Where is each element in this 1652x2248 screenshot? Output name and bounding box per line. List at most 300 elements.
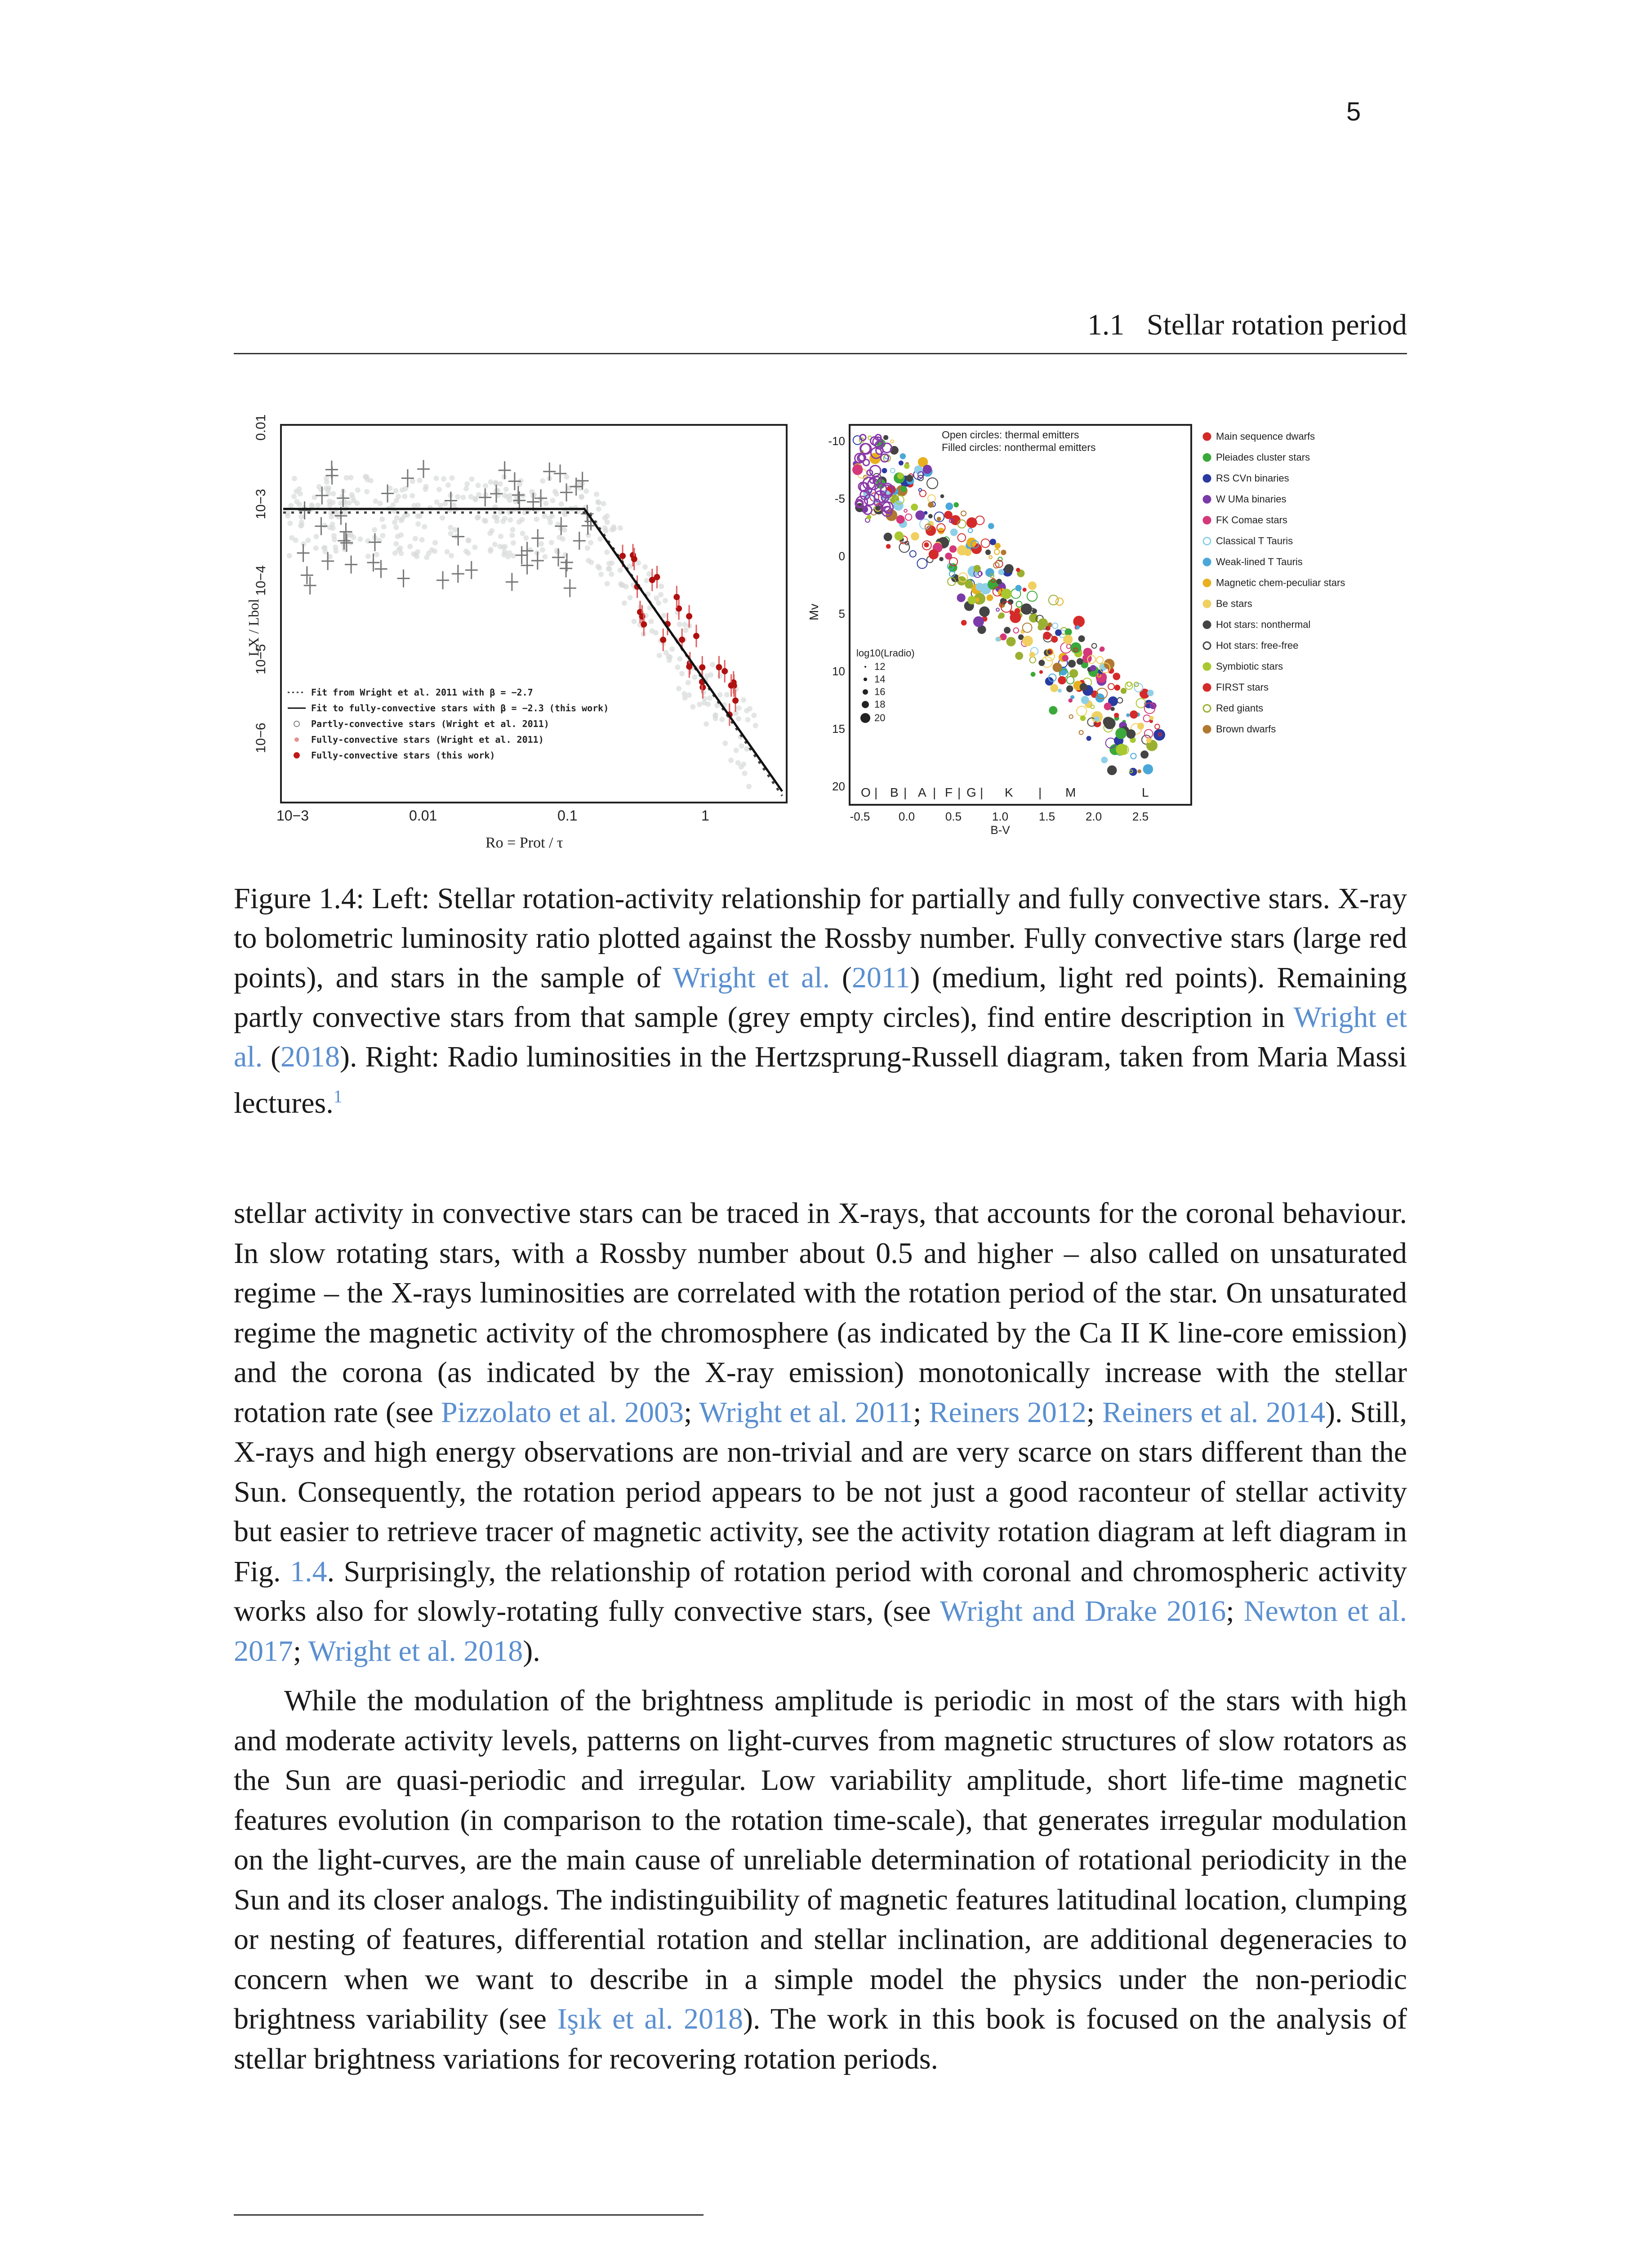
cite-reiners-2014[interactable]: Reiners et al. 2014 [1102, 1396, 1326, 1429]
radio-star-point [1004, 627, 1010, 633]
partly-convective-point [344, 475, 349, 481]
radio-star-point [1141, 751, 1148, 758]
partly-convective-point [423, 486, 428, 492]
radio-star-point [900, 454, 905, 459]
partly-convective-point [649, 619, 654, 624]
partly-convective-point [596, 506, 601, 512]
partly-convective-point [351, 535, 356, 540]
partly-convective-point [316, 484, 322, 490]
partly-convective-point [656, 600, 661, 606]
radio-star-point [996, 638, 1000, 642]
partly-convective-point [445, 549, 450, 554]
partly-convective-point [628, 595, 633, 600]
radio-star-point [1011, 612, 1021, 623]
left-x-tick: 10−3 [276, 807, 309, 824]
partly-convective-point [550, 498, 556, 503]
legend-swatch [1203, 684, 1211, 691]
radio-star-point [1147, 738, 1151, 743]
partly-convective-point [413, 536, 418, 541]
partly-convective-point [751, 713, 757, 718]
partly-convective-point [697, 702, 702, 707]
partly-convective-point [675, 665, 680, 670]
cite-wright-2011[interactable]: Wright et al. 2011 [699, 1396, 913, 1429]
left-y-ticks [254, 415, 268, 753]
radio-star-point [899, 461, 903, 465]
radio-star-point [989, 523, 994, 529]
partly-convective-point [542, 554, 548, 559]
radio-star-point [1038, 619, 1047, 628]
radio-star-point [1055, 630, 1061, 636]
radio-star-point [944, 511, 952, 518]
radio-star-point [884, 533, 892, 541]
partly-convective-point [424, 555, 429, 560]
radio-star-point [965, 581, 972, 588]
spectral-type: B [890, 785, 899, 799]
partly-convective-point [659, 584, 664, 589]
separator: ; [293, 1634, 308, 1668]
right-x-axis-label: B-V [990, 823, 1010, 837]
radio-star-point [1104, 659, 1114, 669]
partly-convective-point [417, 477, 423, 483]
left-y-axis-label: LX / Lbol [245, 599, 262, 656]
partly-convective-point [676, 686, 681, 691]
radio-star-point [906, 475, 913, 482]
partly-convective-point [355, 487, 361, 493]
partly-convective-point [503, 486, 509, 492]
spectral-type: G [966, 785, 976, 799]
partly-convective-point [394, 515, 400, 521]
radio-star-point [929, 550, 938, 559]
partly-convective-point [379, 517, 385, 522]
legend-swatch [1203, 705, 1211, 712]
radio-star-point [1053, 663, 1062, 672]
partly-convective-point [677, 622, 682, 627]
partly-convective-point [492, 542, 498, 547]
partly-convective-point [329, 514, 334, 519]
radio-star-point [946, 503, 953, 510]
partly-convective-point [415, 513, 420, 519]
radio-star-point [1091, 665, 1096, 671]
separator: ; [913, 1396, 929, 1429]
partly-convective-point [334, 511, 339, 516]
radio-star-point [1030, 652, 1035, 657]
partly-convective-point [547, 516, 552, 521]
radio-star-point [1116, 728, 1126, 739]
legend-swatch [1203, 538, 1211, 545]
partly-convective-point [463, 549, 469, 554]
partly-convective-point [606, 566, 611, 571]
radio-star-point [954, 503, 958, 507]
right-x-tick: 0.5 [945, 810, 962, 823]
partly-convective-point [657, 653, 662, 658]
radio-star-point [1019, 635, 1024, 640]
partly-convective-point [686, 692, 692, 698]
partly-convective-point [298, 491, 303, 496]
right-x-ticks [850, 810, 1149, 823]
left-y-tick: 0.01 [254, 414, 268, 441]
paragraph-text: ). The work in this book is focused on the analysis of stellar brightness variations for recovering rotation periods. [234, 2003, 1407, 2075]
radio-star-point [1049, 706, 1057, 714]
radio-star-point [1076, 626, 1079, 629]
radio-star-point [945, 553, 952, 559]
partly-convective-point [364, 489, 370, 495]
partly-convective-point [588, 540, 593, 545]
radio-star-point [1114, 713, 1118, 717]
partly-convective-point [646, 571, 652, 577]
partly-convective-point [448, 531, 454, 536]
right-y-tick: 0 [838, 549, 845, 563]
cite-wright-drake-2016[interactable]: Wright and Drake 2016 [940, 1595, 1226, 1628]
caption-text: ) (medium, light red points). Remaining partly convective stars from that sample (grey empty circles), find entire description in [234, 961, 1407, 1034]
separator: ; [1226, 1595, 1244, 1628]
partly-convective-point [402, 513, 407, 518]
partly-convective-point [315, 503, 321, 508]
partly-convective-point [436, 487, 442, 492]
radio-star-point [957, 594, 965, 602]
right-y-tick: 10 [832, 665, 845, 678]
svg-text:|: | [1038, 785, 1042, 799]
partly-convective-point [523, 535, 529, 541]
cite-newton-2017[interactable]: Newton et al. 2017 [234, 1595, 1407, 1668]
partly-convective-point [508, 517, 513, 522]
radio-star-point [1058, 689, 1061, 692]
partly-convective-point [564, 474, 570, 480]
partly-convective-point [292, 476, 297, 481]
partly-convective-point [513, 499, 518, 504]
radio-star-point [1073, 616, 1084, 627]
partly-convective-point [434, 476, 439, 481]
partly-convective-point [393, 525, 399, 530]
partly-convective-point [622, 600, 627, 606]
separator: ; [1086, 1396, 1103, 1429]
spectral-type: K [1005, 785, 1013, 799]
radio-star-point [999, 613, 1004, 618]
radio-star-point [1101, 757, 1107, 763]
right-legend-item: FK Comae stars [1216, 514, 1287, 526]
legend-swatch [1203, 663, 1211, 670]
cite-isik-2018[interactable]: Işık et al. 2018 [557, 2003, 743, 2035]
radio-star-point [897, 516, 904, 523]
svg-text:|: | [904, 785, 907, 799]
partly-convective-point [704, 674, 710, 679]
radio-star-point [1058, 677, 1065, 684]
partly-convective-point [407, 544, 413, 549]
left-x-tick: 0.1 [557, 807, 578, 824]
right-note-line2: Filled circles: nonthermal emitters [942, 442, 1096, 453]
right-legend-item: Brown dwarfs [1216, 723, 1276, 735]
right-y-tick: 15 [832, 722, 845, 736]
left-y-tick: 10−6 [254, 723, 268, 753]
radio-star-point [950, 546, 956, 552]
partly-convective-point [393, 488, 399, 494]
radio-star-point [1070, 669, 1078, 677]
partly-convective-point [669, 647, 675, 652]
right-x-tick: 2.5 [1132, 810, 1149, 823]
radio-star-point [997, 579, 1001, 584]
caption-cite-year-2018[interactable]: 2018 [280, 1040, 340, 1073]
radio-star-point [1100, 647, 1104, 651]
caption-cite-wright-2018[interactable]: Wright et al. [234, 1001, 1407, 1073]
page-number: 5 [1346, 97, 1361, 126]
svg-text:|: | [957, 785, 961, 799]
partly-convective-point [724, 692, 730, 697]
partly-convective-point [611, 524, 616, 530]
left-y-tick: 10−3 [254, 489, 268, 519]
partly-convective-point [347, 500, 352, 506]
partly-convective-point [419, 537, 425, 543]
partly-convective-point [476, 514, 481, 520]
partly-convective-point [464, 481, 470, 486]
figure-caption [234, 879, 1407, 1123]
partly-convective-point [510, 533, 515, 538]
radio-star-point [901, 486, 906, 491]
partly-convective-point [744, 708, 749, 714]
partly-convective-point [559, 501, 564, 507]
right-y-ticks [828, 434, 845, 793]
partly-convective-point [527, 547, 533, 553]
partly-convective-point [705, 701, 711, 707]
partly-convective-point [682, 622, 687, 627]
partly-convective-point [741, 762, 746, 767]
right-legend-item: Hot stars: free-free [1216, 640, 1299, 651]
radio-star-point [923, 465, 931, 473]
partly-convective-point [468, 494, 474, 500]
partly-convective-point [741, 697, 746, 703]
cite-wright-2018[interactable]: Wright et al. 2018 [308, 1634, 523, 1668]
radio-star-point [1064, 635, 1072, 644]
radio-star-point [1015, 652, 1023, 660]
running-head-text [1087, 308, 1407, 342]
right-x-tick: 2.0 [1085, 810, 1102, 823]
partly-convective-point [605, 581, 610, 586]
partly-convective-point [422, 524, 427, 530]
partly-convective-point [313, 545, 319, 551]
partly-convective-point [540, 547, 545, 553]
legend-swatch [1203, 475, 1211, 482]
partly-convective-point [658, 592, 663, 598]
partly-convective-point [601, 501, 606, 506]
partly-convective-point [305, 538, 311, 543]
size-legend-item: 14 [874, 674, 886, 685]
partly-convective-point [461, 495, 466, 500]
radio-star-point [1095, 717, 1099, 721]
partly-convective-point [502, 516, 508, 521]
partly-convective-point [690, 704, 695, 709]
partly-convective-point [520, 531, 525, 536]
partly-convective-point [620, 583, 626, 588]
partly-convective-point [552, 489, 558, 494]
right-x-tick: 0.0 [898, 810, 915, 823]
radio-star-point [1154, 730, 1165, 740]
partly-convective-point [497, 544, 503, 549]
legend-swatch [1203, 642, 1211, 649]
partly-convective-point [666, 654, 671, 659]
partly-convective-point [719, 717, 725, 722]
partly-convective-point [710, 662, 715, 667]
radio-star-point [1087, 736, 1091, 740]
partly-convective-point [314, 534, 319, 540]
partly-convective-point [332, 537, 337, 542]
radio-star-point [976, 583, 983, 590]
partly-convective-point [677, 656, 682, 661]
radio-star-point [1069, 660, 1075, 667]
partly-convective-point [372, 527, 377, 532]
partly-convective-point [511, 540, 516, 546]
partly-convective-point [469, 477, 475, 482]
partly-convective-point [441, 476, 446, 482]
fig-ref-1-4[interactable]: 1.4 [290, 1555, 327, 1588]
legend-swatch [1203, 726, 1211, 733]
right-y-axis-label: Mv [807, 603, 821, 620]
partly-convective-point [309, 502, 315, 508]
partly-convective-point [534, 517, 539, 522]
partly-convective-point [476, 483, 481, 488]
partly-convective-point [442, 501, 448, 506]
spectral-type: A [918, 785, 926, 799]
partly-convective-point [365, 553, 371, 559]
radio-star-point [987, 595, 993, 601]
partly-convective-point [291, 494, 297, 499]
left-plot-frame [281, 425, 787, 803]
partly-convective-point [434, 500, 440, 505]
cite-reiners-2012[interactable]: Reiners 2012 [929, 1396, 1086, 1429]
partly-convective-point [293, 538, 298, 543]
partly-convective-point [745, 717, 750, 723]
radio-star-point [937, 517, 941, 521]
right-legend-item: W UMa binaries [1216, 493, 1287, 505]
radio-star-point [1130, 711, 1137, 718]
caption-cite-year-2011[interactable]: 2011 [851, 961, 910, 994]
radio-star-point [1111, 707, 1114, 710]
footnote-marker[interactable]: 1 [333, 1086, 343, 1106]
size-legend-item: 20 [874, 712, 886, 723]
partly-convective-point [692, 674, 697, 680]
spectral-type: F [945, 785, 953, 799]
radio-star-point [1001, 550, 1006, 555]
right-note-line1: Open circles: thermal emitters [942, 429, 1079, 441]
radio-star-point [929, 514, 932, 518]
partly-convective-point [543, 501, 548, 506]
partly-convective-point [707, 696, 712, 701]
radio-star-point [1150, 716, 1153, 720]
partly-convective-point [736, 716, 741, 722]
partly-convective-point [488, 479, 493, 485]
partly-convective-point [449, 553, 454, 558]
partly-convective-point [517, 482, 522, 487]
paragraph-text: ). [523, 1634, 540, 1668]
radio-star-point [884, 436, 888, 440]
partly-convective-point [488, 549, 493, 554]
radio-star-point [1016, 568, 1020, 571]
right-x-tick: -0.5 [850, 810, 870, 823]
partly-convective-point [595, 564, 601, 569]
svg-text:|: | [874, 785, 878, 799]
partly-convective-point [364, 474, 370, 480]
partly-convective-point [618, 567, 623, 573]
partly-convective-point [455, 494, 460, 500]
radio-star-point [1148, 690, 1153, 696]
partly-convective-point [331, 491, 336, 496]
partly-convective-point [609, 571, 614, 577]
radio-star-point [1104, 703, 1111, 710]
left-legend-item: Partly-convective stars (Wright et al. 2011) [311, 718, 549, 729]
partly-convective-point [739, 743, 744, 749]
right-legend-item: Be stars [1216, 598, 1252, 609]
radio-star-point [911, 533, 919, 540]
radio-star-point [1071, 696, 1074, 699]
partly-convective-point [686, 680, 691, 685]
radio-star-point [1069, 699, 1072, 702]
partly-convective-point [483, 483, 488, 489]
partly-convective-point [598, 572, 604, 577]
partly-convective-point [415, 503, 421, 508]
partly-convective-point [644, 578, 649, 583]
radio-star-point [1051, 684, 1058, 691]
radio-star-point [986, 550, 990, 554]
radio-star-point [1113, 673, 1120, 680]
radio-star-point [911, 504, 917, 510]
radio-star-point [967, 518, 977, 528]
partly-convective-point [746, 784, 752, 789]
paragraph-2 [234, 1681, 1407, 2079]
partly-convective-point [679, 671, 685, 676]
radio-star-point [995, 543, 1000, 548]
radio-star-point [1023, 588, 1026, 591]
partly-convective-point [717, 673, 723, 678]
radio-star-point [894, 501, 903, 510]
partly-convective-point [398, 532, 404, 538]
partly-convective-point [350, 495, 355, 500]
footnote-rule [234, 2214, 704, 2216]
partly-convective-point [753, 723, 758, 728]
radio-star-point [898, 473, 904, 479]
spectral-type: O [861, 785, 871, 799]
cite-pizzolato-2003[interactable]: Pizzolato et al. 2003 [441, 1396, 684, 1429]
figure-svg [234, 405, 1407, 881]
partly-convective-point [380, 533, 386, 538]
right-legend-item: RS CVn binaries [1216, 473, 1289, 484]
partly-convective-point [642, 564, 648, 570]
radio-star-point [916, 511, 924, 519]
partly-convective-point [589, 560, 594, 565]
radio-star-point [924, 543, 928, 547]
spectral-type: M [1065, 785, 1076, 799]
radio-star-point [1108, 766, 1117, 775]
running-head [234, 308, 1407, 354]
partly-convective-point [557, 535, 562, 540]
legend-swatch [1203, 517, 1211, 524]
radio-star-point [962, 620, 966, 625]
right-legend-item: Pleiades cluster stars [1216, 451, 1310, 463]
caption-cite-wright-2011[interactable]: Wright et al. [672, 961, 830, 994]
radio-star-point [1031, 672, 1035, 676]
partly-convective-point [507, 498, 512, 503]
radio-star-point [980, 607, 989, 616]
partly-convective-point [365, 538, 371, 544]
right-y-tick: -10 [828, 434, 845, 448]
radio-star-point [974, 566, 980, 572]
section-title: Stellar rotation period [1146, 308, 1407, 341]
radio-star-point [1138, 723, 1144, 729]
partly-convective-point [432, 549, 437, 554]
right-legend-item: Classical T Tauris [1216, 535, 1293, 547]
radio-star-point [1121, 688, 1126, 693]
partly-convective-point [381, 524, 387, 530]
partly-convective-point [510, 527, 516, 532]
radio-star-point [1080, 683, 1087, 690]
partly-convective-point [540, 478, 545, 484]
partly-convective-point [605, 513, 610, 519]
